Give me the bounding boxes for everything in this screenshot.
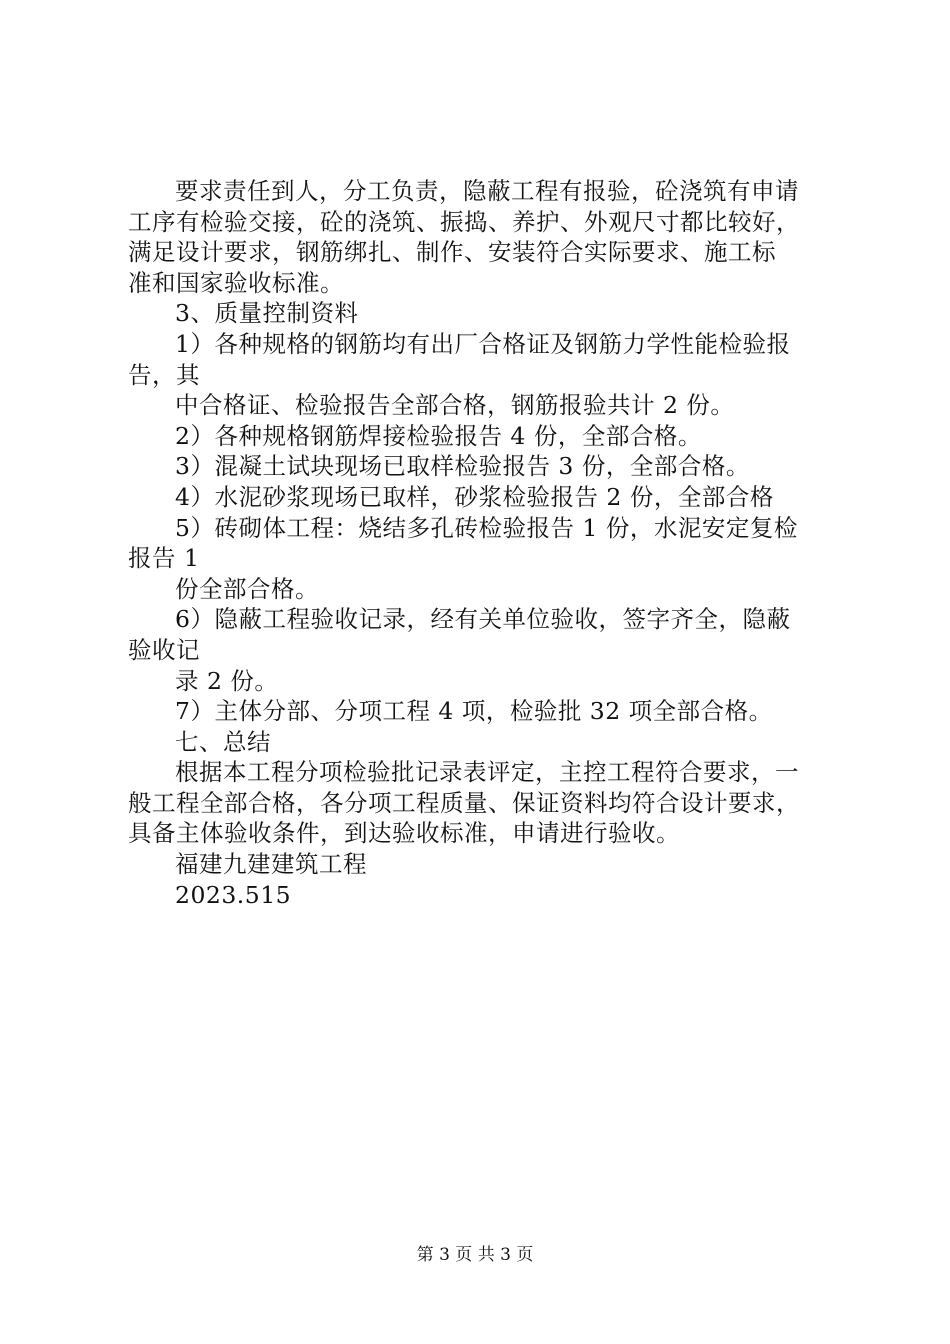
list-item: 4）水泥砂浆现场已取样，砂浆检验报告 2 份，全部合格 [175, 482, 774, 511]
list-item: 1）各种规格的钢筋均有出厂合格证及钢筋力学性能检验报 [175, 329, 791, 358]
text-line: 中合格证、检验报告全部合格，钢筋报验共计 2 份。 [175, 391, 735, 420]
list-item: 2）各种规格钢筋焊接检验报告 4 份，全部合格。 [175, 421, 702, 450]
section-heading: 七、总结 [175, 727, 271, 756]
text-line: 准和国家验收标准。 [128, 268, 344, 297]
text-line: 报告 1 [128, 544, 200, 573]
text-line: 要求责任到人，分工负责，隐蔽工程有报验，砼浇筑有申请 [175, 177, 799, 205]
section-heading: 3、质量控制资料 [175, 299, 359, 328]
text-line: 份全部合格。 [175, 574, 319, 603]
text-line: 工序有检验交接，砼的浇筑、振捣、养护、外观尺寸都比较好， [128, 207, 800, 236]
text-line: 般工程全部合格，各分项工程质量、保证资料均符合设计要求， [128, 788, 800, 817]
company-name: 福建九建建筑工程 [175, 850, 367, 879]
text-line: 根据本工程分项检验批记录表评定，主控工程符合要求，一 [175, 758, 799, 787]
document-body [128, 176, 838, 910]
text-line: 满足设计要求，钢筋绑扎、制作、安装符合实际要求、施工标 [128, 238, 776, 267]
text-line: 告，其 [128, 360, 200, 389]
page-footer [0, 1244, 950, 1266]
list-item: 6）隐蔽工程验收记录，经有关单位验收，签字齐全，隐蔽 [175, 605, 791, 634]
text-line: 验收记 [128, 635, 200, 664]
page-number: 第 3 页 共 3 页 [416, 1245, 534, 1265]
list-item: 3）混凝土试块现场已取样检验报告 3 份，全部合格。 [175, 452, 750, 481]
text-line: 录 2 份。 [175, 666, 279, 695]
list-item: 5）砖砌体工程：烧结多孔砖检验报告 1 份，水泥安定复检 [175, 513, 798, 542]
text-line: 具备主体验收条件，到达验收标准，申请进行验收。 [128, 819, 680, 848]
document-date: 2023.515 [175, 880, 292, 909]
list-item: 7）主体分部、分项工程 4 项，检验批 32 项全部合格。 [175, 697, 773, 726]
